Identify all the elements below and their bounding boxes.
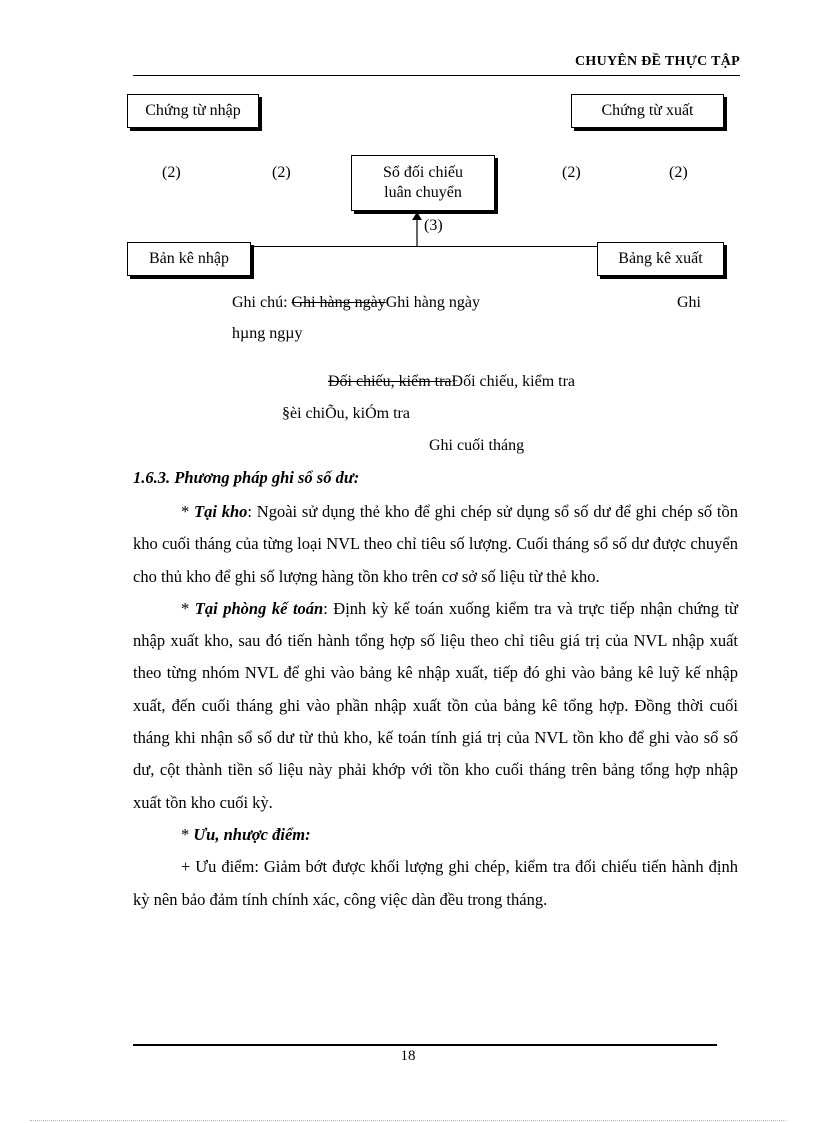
label-2-c: (2) [562, 164, 581, 181]
box-export-list [597, 242, 724, 276]
legend-line-compare [328, 373, 575, 391]
legend-daily-struck: Ghi hàng ngày [291, 294, 386, 311]
header-rule [133, 75, 740, 76]
box-export-voucher [571, 94, 724, 128]
legend-month-end: Ghi cuối tháng [429, 437, 525, 454]
paragraph-advantages: + Ưu điểm: Giảm bớt được khối lượng ghi chép, kiểm tra đối chiếu tiến hành định kỳ nên bảo đảm tính chính xác, công việc dàn đều trong tháng. [133, 857, 738, 909]
paragraph-accounting-title: Tại phòng kế toán [194, 598, 324, 618]
footer-rule [133, 1044, 717, 1046]
paragraph-pros-cons: * Ưu, nhược điểm: [181, 824, 311, 844]
label-2-b: (2) [272, 164, 291, 181]
box-ledger [351, 155, 495, 211]
label-2-d: (2) [669, 164, 688, 181]
legend-line-1 [232, 294, 480, 312]
document-header-title: CHUYÊN ĐỀ THỰC TẬP [575, 54, 740, 69]
section-heading: 1.6.3. Phương pháp ghi sổ số dư: [133, 468, 360, 487]
legend-garbled-1: hµng ngµy [232, 325, 303, 342]
box-import-list-label: Bản kê nhập [149, 250, 229, 267]
arrow-up-connector [409, 212, 425, 248]
paragraph-accounting: * Tại phòng kế toán: Định kỳ kế toán xuống kiểm tra và trực tiếp nhận chứng từ nhập xuất kho, sau đó tiến hành tổng hợp số liệu theo chỉ tiêu giá trị của NVL nhập xuất theo từng nhóm NVL để ghi vào bảng kê nhập xuất, tiếp đó ghi vào bảng kê luỹ kế nhập xuất, đến cuối tháng ghi vào phần nhập xuất tồn của bảng kê tổng hợp. Đồng thời cuối tháng khi nhận sổ số dư từ thủ kho, kế toán tính giá trị của NVL tồn kho để ghi vào sổ số dư, cột thành tiền số liệu này phải khớp với tồn kho cuối tháng trên bảng tổng hợp nhập xuất tồn kho cuối kỳ. [133, 598, 738, 812]
legend-label: Ghi chú: [232, 294, 292, 311]
paragraph-pros-cons-title: Ưu, nhược điểm: [193, 824, 311, 844]
box-ledger-line1: Sổ đối chiếu [383, 164, 463, 181]
box-import-voucher-label: Chứng từ nhập [145, 102, 241, 119]
box-ledger-line2: luân chuyển [384, 184, 462, 201]
label-3: (3) [424, 217, 443, 234]
paragraph-warehouse-title: Tại kho [194, 502, 248, 521]
box-export-list-label: Bảng kê xuất [618, 250, 703, 267]
paragraph-accounting-text: : Định kỳ kế toán xuống kiểm tra và trực tiếp nhận chứng từ nhập xuất kho, sau đó tiến hành tổng hợp số liệu theo chỉ tiêu giá trị của NVL nhập xuất theo từng nhóm NVL để ghi vào bảng kê nhập xuất, tiếp đó ghi vào bảng kê luỹ kế nhập xuất, đến cuối tháng ghi vào phần nhập xuất tồn của bảng kê tổng hợp. Đồng thời cuối tháng khi nhận sổ số dư từ thủ kho, kế toán tính giá trị của NVL tồn kho để ghi vào sổ số dư, cột thành tiền số liệu này phải khớp với tồn kho cuối tháng trên bảng tổng hợp nhập xuất tồn kho cuối kỳ. [133, 598, 738, 812]
box-import-voucher [127, 94, 259, 128]
box-import-list [127, 242, 251, 276]
legend-ghi: Ghi [677, 294, 701, 311]
legend-garbled-2: §èi chiÕu, kiÓm tra [282, 405, 410, 422]
box-export-voucher-label: Chứng từ xuất [601, 102, 694, 119]
page-number: 18 [400, 1048, 416, 1064]
paragraph-warehouse: * Tại kho: Ngoài sử dụng thẻ kho để ghi chép sử dụng sổ số dư để ghi chép số tồn kho cuối tháng của từng loại NVL theo chỉ tiêu số lượng. Cuối tháng sổ số dư được chuyển cho thủ kho để ghi số lượng hàng tồn kho trên cơ sở số liệu từ thẻ kho. [133, 502, 738, 586]
legend-daily: Ghi hàng ngày [385, 294, 480, 311]
page-bottom-dotted-border [30, 1120, 786, 1121]
label-2-a: (2) [162, 164, 181, 181]
legend-compare-struck: Đối chiếu, kiểm tra [328, 373, 452, 390]
paragraph-warehouse-text: : Ngoài sử dụng thẻ kho để ghi chép sử dụng sổ số dư để ghi chép số tồn kho cuối tháng của từng loại NVL theo chỉ tiêu số lượng. Cuối tháng sổ số dư được chuyển cho thủ kho để ghi số lượng hàng tồn kho trên cơ sở số liệu từ thẻ kho. [133, 502, 738, 586]
body-text [133, 496, 738, 916]
legend-compare: Đối chiếu, kiểm tra [451, 373, 576, 390]
